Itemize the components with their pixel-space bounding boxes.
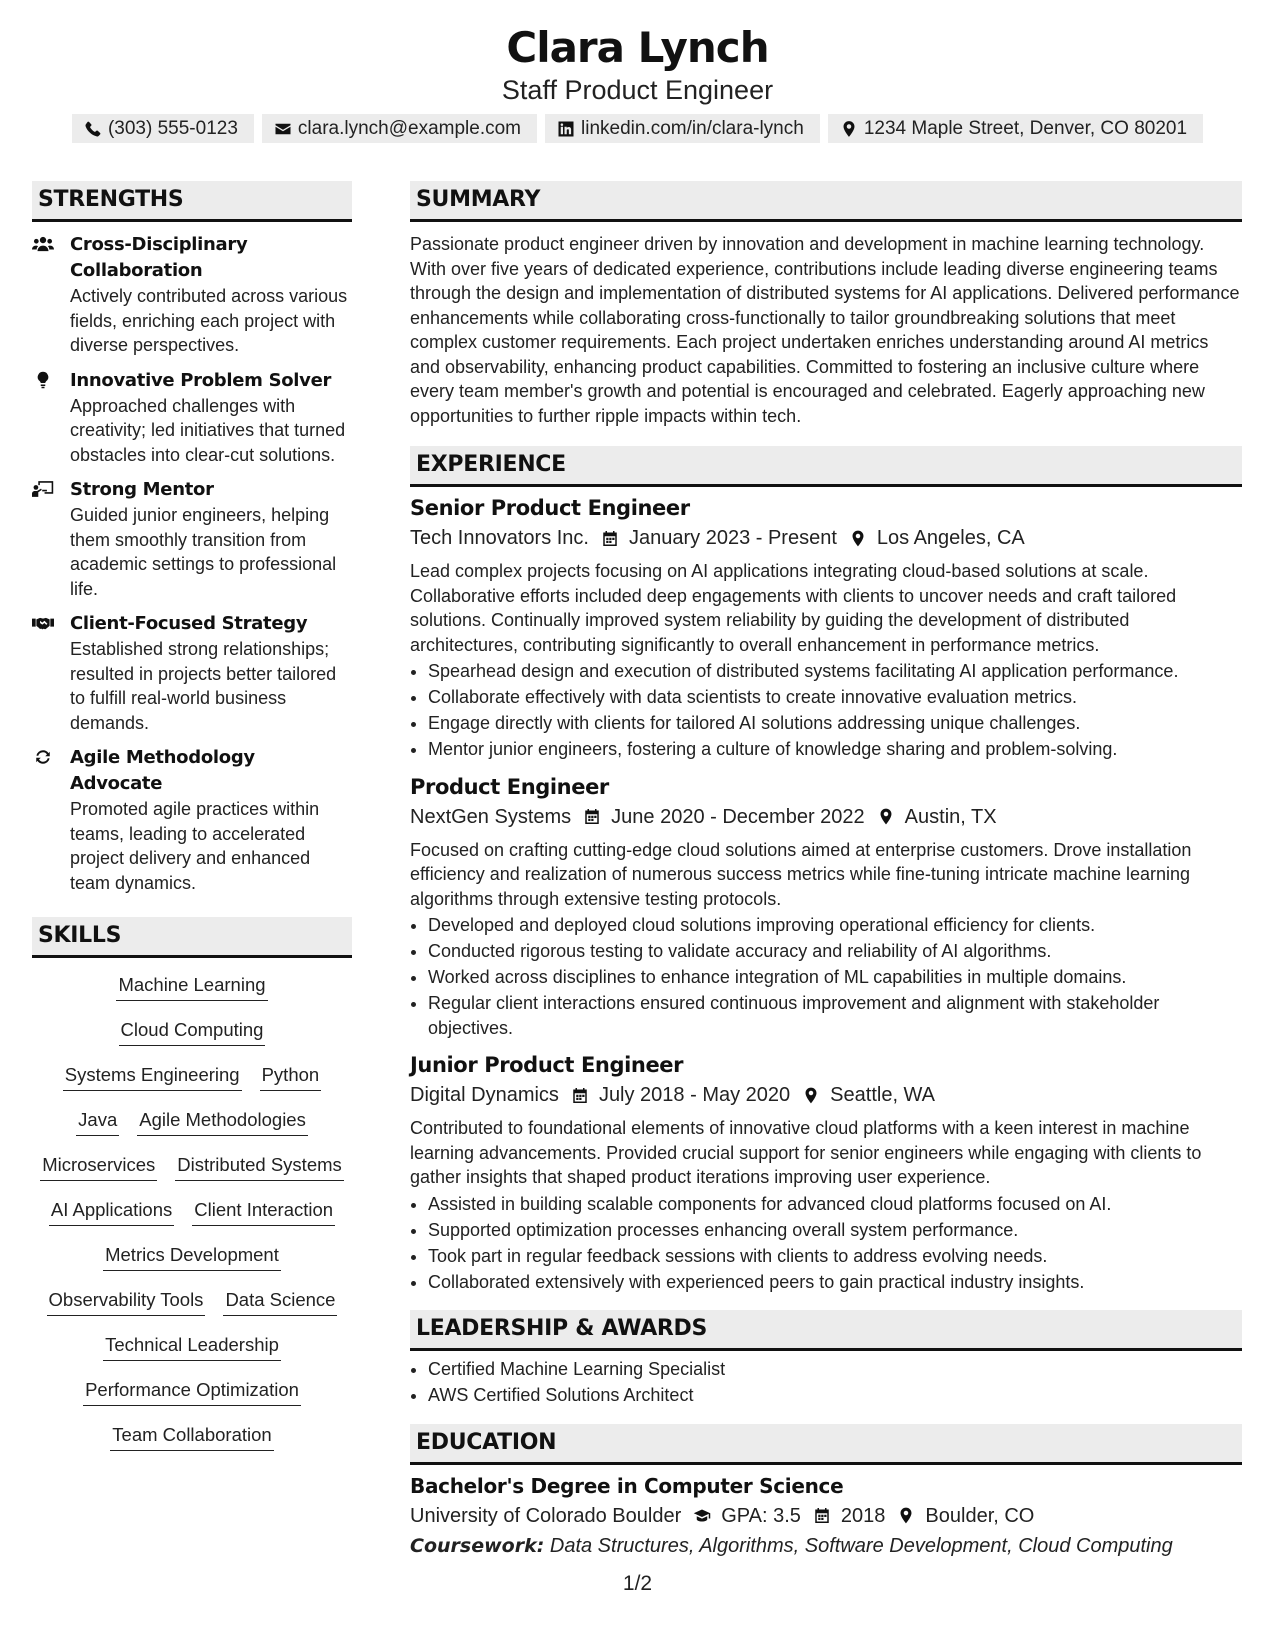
list-item: • Took part in regular feedback sessions with clients to address evolving needs. <box>428 1244 1242 1269</box>
skill-tag: Metrics Development <box>103 1242 281 1271</box>
skills-list <box>32 972 352 1467</box>
strength-desc: Approached challenges with creativity; led initiatives that turned obstacles into clear-cut solutions. <box>70 395 346 465</box>
skill-tag: Agile Methodologies <box>137 1107 308 1136</box>
company-name: Tech Innovators Inc. <box>410 527 589 549</box>
page-number: 1/2 <box>622 1572 653 1595</box>
strength-item <box>32 368 352 468</box>
linkedin-text[interactable]: linkedin.com/in/clara-lynch <box>581 118 804 139</box>
job-description: Contributed to foundational elements of innovative cloud platforms with a keen interest in machine learning advancements. Provided crucial support for senior engineers while engaging with clients to gather insights that shaped product iterations improving user experience. <box>410 1118 1202 1187</box>
list-item: • AWS Certified Solutions Architect <box>428 1383 1242 1408</box>
job-dates: July 2018 - May 2020 <box>598 1084 791 1106</box>
skill-tag: Microservices <box>40 1152 157 1181</box>
awards-list <box>410 1357 1242 1408</box>
summary-heading: SUMMARY <box>410 181 1242 222</box>
school-name: University of Colorado Boulder <box>410 1504 682 1527</box>
skill-tag: Client Interaction <box>192 1197 335 1226</box>
school-location: Boulder, CO <box>925 1504 1035 1527</box>
company-name: Digital Dynamics <box>410 1084 559 1106</box>
phone-text: (303) 555-0123 <box>107 118 238 139</box>
job-entry <box>410 493 1242 762</box>
list-item: • Regular client interactions ensured continuous improvement and alignment with stakeholder objectives. <box>428 991 1242 1040</box>
strength-title: Cross-Disciplinary Collaboration <box>70 234 248 281</box>
contact-email[interactable] <box>262 114 537 143</box>
education-meta <box>410 1501 1242 1531</box>
list-item: • Developed and deployed cloud solutions improving operational efficiency for clients. <box>428 913 1242 938</box>
contact-address <box>828 114 1203 143</box>
graduation-year: 2018 <box>840 1504 886 1527</box>
map-pin-icon <box>877 807 895 826</box>
job-meta <box>410 1080 1242 1110</box>
sync-icon <box>32 748 54 766</box>
strength-item <box>32 745 352 895</box>
job-dates: January 2023 - Present <box>628 527 837 549</box>
list-item: • Collaborated extensively with experienced peers to gain practical industry insights. <box>428 1270 1242 1295</box>
skill-tag: Observability Tools <box>47 1287 206 1316</box>
handshake-icon <box>32 614 54 632</box>
job-location: Austin, TX <box>904 805 997 828</box>
coursework <box>410 1531 1242 1561</box>
job-bullets <box>410 913 1242 1040</box>
strength-desc: Guided junior engineers, helping them smoothly transition from academic settings to professional life. <box>70 505 337 599</box>
job-title: Product Engineer <box>410 774 609 799</box>
job-meta <box>410 802 1242 832</box>
list-item: • Spearhead design and execution of distributed systems facilitating AI application performance. <box>428 659 1242 684</box>
skill-tag: Python <box>260 1062 322 1091</box>
list-item: • Conducted rigorous testing to validate accuracy and reliability of AI algorithms. <box>428 939 1242 964</box>
job-entry <box>410 772 1242 1041</box>
experience-heading: EXPERIENCE <box>410 446 1242 487</box>
contact-linkedin[interactable] <box>545 114 820 143</box>
education-heading: EDUCATION <box>410 1424 1242 1465</box>
job-meta <box>410 523 1242 553</box>
coursework-list: Data Structures, Algorithms, Software Development, Cloud Computing <box>549 1534 1173 1557</box>
chalkboard-teacher-icon <box>32 480 54 498</box>
candidate-title: Staff Product Engineer <box>501 75 774 105</box>
skills-heading: SKILLS <box>32 917 352 958</box>
awards-heading: LEADERSHIP & AWARDS <box>410 1310 1242 1351</box>
address-text: 1234 Maple Street, Denver, CO 80201 <box>863 118 1188 139</box>
degree-title: Bachelor's Degree in Computer Science <box>410 1473 844 1498</box>
strength-title: Client-Focused Strategy <box>70 613 308 634</box>
left-column <box>32 181 352 1467</box>
skill-tag: Cloud Computing <box>119 1017 266 1046</box>
skill-tag: Systems Engineering <box>63 1062 242 1091</box>
gpa: GPA: 3.5 <box>721 1504 801 1527</box>
job-bullets <box>410 1192 1242 1295</box>
graduation-cap-icon <box>693 1506 711 1525</box>
coursework-label: Coursework: <box>410 1534 545 1557</box>
skill-tag: AI Applications <box>49 1197 174 1226</box>
candidate-name: Clara Lynch <box>506 23 769 72</box>
envelope-icon <box>274 120 292 138</box>
job-description: Focused on crafting cutting-edge cloud solutions aimed at enterprise customers. Drove installation efficiency and realization of numerous success metrics while fine-tuning intricate machine learning algorithms through extensive testing protocols. <box>410 839 1192 909</box>
map-pin-icon <box>849 529 867 548</box>
map-pin-icon <box>802 1086 820 1105</box>
job-title: Senior Product Engineer <box>410 496 690 520</box>
job-entry <box>410 1050 1242 1294</box>
contact-phone <box>72 114 254 143</box>
users-icon <box>32 235 54 253</box>
job-description: Lead complex projects focusing on AI applications integrating cloud-based solutions at scale. Collaborative efforts included deep engagements with clients to uncover needs and craft tailored solutions. Continually improved system reliability by guiding the development of distributed architectures, contributing significantly to overall enhancement in performance metrics. <box>410 561 1177 655</box>
skill-tag: Machine Learning <box>116 972 267 1001</box>
strength-item <box>32 232 352 358</box>
summary-text: Passionate product engineer driven by innovation and development in machine learning technology. With over five years of dedicated experience, contributions include leading diverse engineering teams through the design and implementation of distributed systems for AI applications. Delivered performance enhancements while collaborating cross-functionally to tailor groundbreaking solutions that meet complex customer requirements. Each project undertaken enriches understanding around AI metrics and observability, enhancing product capabilities. Committed to fostering an inclusive culture where every team member's growth and potential is encouraged and celebrated. Eagerly approaching new opportunities to further ripple impacts within tech. <box>410 234 1240 426</box>
strength-desc: Established strong relationships; resulted in projects better tailored to fulfill real-world business demands. <box>70 639 337 733</box>
list-item: • Mentor junior engineers, fostering a culture of knowledge sharing and problem-solving. <box>428 737 1242 762</box>
strength-desc: Actively contributed across various fields, enriching each project with diverse perspectives. <box>70 286 348 355</box>
job-bullets <box>410 659 1242 762</box>
linkedin-icon <box>557 120 575 138</box>
strength-item <box>32 477 352 601</box>
right-column <box>410 181 1242 1561</box>
calendar-icon <box>601 529 619 548</box>
lightbulb-icon <box>32 371 54 389</box>
skill-tag: Data Science <box>223 1287 337 1316</box>
skill-tag: Technical Leadership <box>103 1332 281 1361</box>
email-text[interactable]: clara.lynch@example.com <box>297 118 521 139</box>
list-item: • Assisted in building scalable components for advanced cloud platforms focused on AI. <box>428 1192 1242 1217</box>
strength-title: Agile Methodology Advocate <box>70 747 255 794</box>
calendar-icon <box>571 1086 589 1105</box>
job-location: Seattle, WA <box>830 1084 936 1106</box>
phone-icon <box>84 120 102 138</box>
job-dates: June 2020 - December 2022 <box>611 805 865 828</box>
strength-title: Strong Mentor <box>70 479 214 500</box>
job-title: Junior Product Engineer <box>410 1053 684 1077</box>
calendar-icon <box>583 807 601 826</box>
map-pin-icon <box>840 120 858 138</box>
company-name: NextGen Systems <box>410 805 572 828</box>
calendar-icon <box>813 1506 831 1525</box>
list-item: • Worked across disciplines to enhance integration of ML capabilities in multiple domains. <box>428 965 1242 990</box>
strength-desc: Promoted agile practices within teams, leading to accelerated project delivery and enhanced team dynamics. <box>70 799 320 893</box>
strengths-heading: STRENGTHS <box>32 181 352 222</box>
list-item: • Collaborate effectively with data scientists to create innovative evaluation metrics. <box>428 685 1242 710</box>
strength-item <box>32 611 352 735</box>
skill-tag: Java <box>76 1107 119 1136</box>
list-item: • Engage directly with clients for tailored AI solutions addressing unique challenges. <box>428 711 1242 736</box>
skill-tag: Performance Optimization <box>83 1377 301 1406</box>
list-item: • Certified Machine Learning Specialist <box>428 1357 1242 1382</box>
resume-header <box>0 0 1275 143</box>
contact-bar <box>0 114 1275 143</box>
strength-title: Innovative Problem Solver <box>70 369 332 391</box>
map-pin-icon <box>897 1506 915 1525</box>
list-item: • Supported optimization processes enhancing overall system performance. <box>428 1218 1242 1243</box>
skill-tag: Distributed Systems <box>175 1152 344 1181</box>
job-location: Los Angeles, CA <box>876 527 1025 549</box>
skill-tag: Team Collaboration <box>110 1422 273 1451</box>
